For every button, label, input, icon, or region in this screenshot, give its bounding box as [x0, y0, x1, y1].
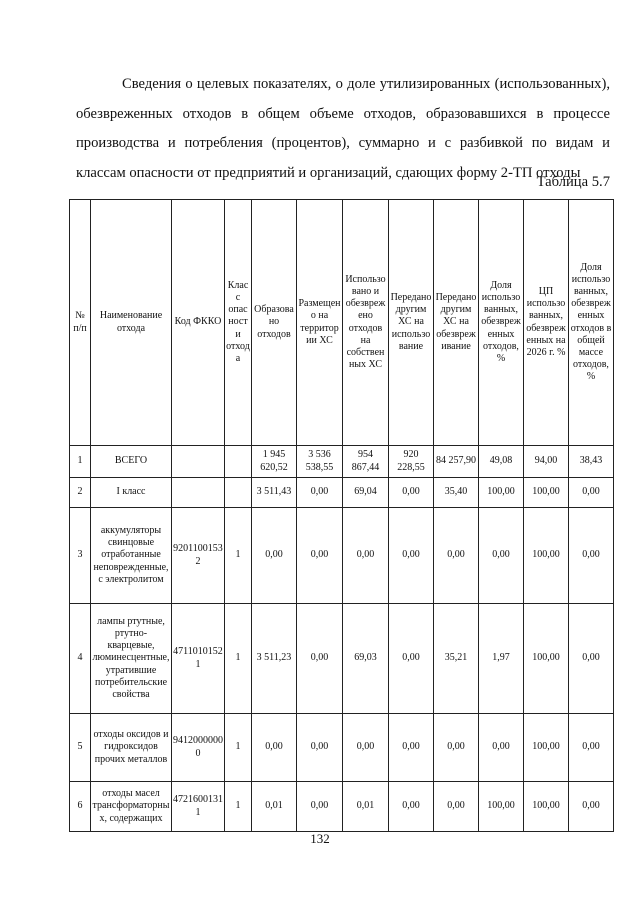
table-cell: 0,00: [297, 478, 343, 508]
table-cell: 84 257,90: [434, 446, 479, 478]
table-row: [70, 508, 614, 604]
table-cell: отходы масел трансформаторных, содержащих: [91, 782, 172, 832]
table-cell: 0,00: [343, 714, 389, 782]
table-cell: 1: [70, 446, 91, 478]
table-cell: 0,00: [569, 714, 614, 782]
page-number: 132: [310, 831, 330, 846]
table-row: [70, 478, 614, 508]
table-cell: 0,00: [434, 782, 479, 832]
table-cell: 4: [70, 604, 91, 714]
header-cell: № п/п: [70, 200, 91, 446]
header-cell: Наименование отхода: [91, 200, 172, 446]
table-caption: Таблица 5.7: [536, 174, 610, 190]
table-cell: 0,00: [569, 478, 614, 508]
header-cell: Образовано отходов: [252, 200, 297, 446]
table-cell: 3: [70, 508, 91, 604]
table-cell: 5: [70, 714, 91, 782]
header-cell: Класс опасности отхода: [225, 200, 252, 446]
intro-paragraph: Сведения о целевых показателях, о доле утилизированных (использованных), обезвреженных отходов в общем объеме отходов, образовавшихся в процессе производства и потребления (процентов), суммарно и с разбивкой по видам и классам опасности от предприятий и организаций, сдающих форму 2-ТП отходы: [76, 76, 610, 181]
table-row: [70, 604, 614, 714]
table-body: [70, 446, 614, 832]
table-cell: 100,00: [479, 782, 524, 832]
table-cell: аккумуляторы свинцовые отработанные неповрежденные, с электролитом: [91, 508, 172, 604]
waste-targets-table: [69, 199, 614, 832]
table-cell: 0,01: [343, 782, 389, 832]
header-cell: Передано другим ХС на обезвреживание: [434, 200, 479, 446]
table-cell: 35,21: [434, 604, 479, 714]
header-cell: Доля использованных, обезвреженных отходов, %: [479, 200, 524, 446]
table-cell: [172, 446, 225, 478]
table-cell: 69,03: [343, 604, 389, 714]
table-cell: 954 867,44: [343, 446, 389, 478]
table-cell: 69,04: [343, 478, 389, 508]
table-row: [70, 782, 614, 832]
table-cell: 100,00: [524, 508, 569, 604]
table-cell: 2: [70, 478, 91, 508]
table-cell: 0,00: [569, 782, 614, 832]
table-cell: 100,00: [524, 714, 569, 782]
table-cell: 0,00: [569, 604, 614, 714]
table-cell: [225, 478, 252, 508]
table-cell: 47216001311: [172, 782, 225, 832]
header-cell: Доля использованных, обезвреженных отходов в общей массе отходов, %: [569, 200, 614, 446]
table-cell: 100,00: [524, 782, 569, 832]
table-cell: 0,00: [297, 782, 343, 832]
table-cell: 0,00: [252, 508, 297, 604]
table-cell: 1: [225, 714, 252, 782]
table-cell: I класс: [91, 478, 172, 508]
table-cell: 3 511,43: [252, 478, 297, 508]
table-cell: 0,01: [252, 782, 297, 832]
table-cell: 100,00: [524, 604, 569, 714]
table-cell: 6: [70, 782, 91, 832]
table-cell: 47110101521: [172, 604, 225, 714]
table-cell: [225, 446, 252, 478]
table-cell: 3 536 538,55: [297, 446, 343, 478]
table-cell: 0,00: [569, 508, 614, 604]
table-cell: [172, 478, 225, 508]
table-row: [70, 714, 614, 782]
table-header: [70, 200, 614, 446]
table-cell: 920 228,55: [389, 446, 434, 478]
table-cell: 0,00: [434, 714, 479, 782]
table-cell: ВСЕГО: [91, 446, 172, 478]
header-cell: ЦП использованных, обезвреженных на 2026 г. %: [524, 200, 569, 446]
table-cell: 1: [225, 604, 252, 714]
table-cell: 0,00: [389, 604, 434, 714]
table-cell: 0,00: [297, 714, 343, 782]
table-cell: 0,00: [389, 508, 434, 604]
header-cell: Размещено на территории ХС: [297, 200, 343, 446]
table-cell: 1: [225, 508, 252, 604]
table-cell: 49,08: [479, 446, 524, 478]
table-cell: 35,40: [434, 478, 479, 508]
table-cell: 3 511,23: [252, 604, 297, 714]
table-cell: 0,00: [389, 782, 434, 832]
table-cell: 0,00: [252, 714, 297, 782]
table-cell: 38,43: [569, 446, 614, 478]
table-cell: 94120000000: [172, 714, 225, 782]
table-cell: 0,00: [434, 508, 479, 604]
table-cell: лампы ртутные, ртутно-кварцевые, люминесцентные, утратившие потребительские свойства: [91, 604, 172, 714]
table-cell: 0,00: [389, 714, 434, 782]
table-cell: 100,00: [524, 478, 569, 508]
table-cell: 0,00: [479, 508, 524, 604]
table-cell: 1,97: [479, 604, 524, 714]
table-cell: 100,00: [479, 478, 524, 508]
table-cell: 0,00: [297, 604, 343, 714]
table-cell: 0,00: [297, 508, 343, 604]
table-cell: 0,00: [389, 478, 434, 508]
header-cell: Использовано и обезврежено отходов на собственных ХС: [343, 200, 389, 446]
table-cell: 94,00: [524, 446, 569, 478]
header-cell: Код ФККО: [172, 200, 225, 446]
table-cell: 1: [225, 782, 252, 832]
header-cell: Передано другим ХС на использование: [389, 200, 434, 446]
table-row: [70, 446, 614, 478]
table-cell: отходы оксидов и гидроксидов прочих металлов: [91, 714, 172, 782]
table-cell: 1 945 620,52: [252, 446, 297, 478]
table-cell: 92011001532: [172, 508, 225, 604]
table-cell: 0,00: [479, 714, 524, 782]
table-cell: 0,00: [343, 508, 389, 604]
